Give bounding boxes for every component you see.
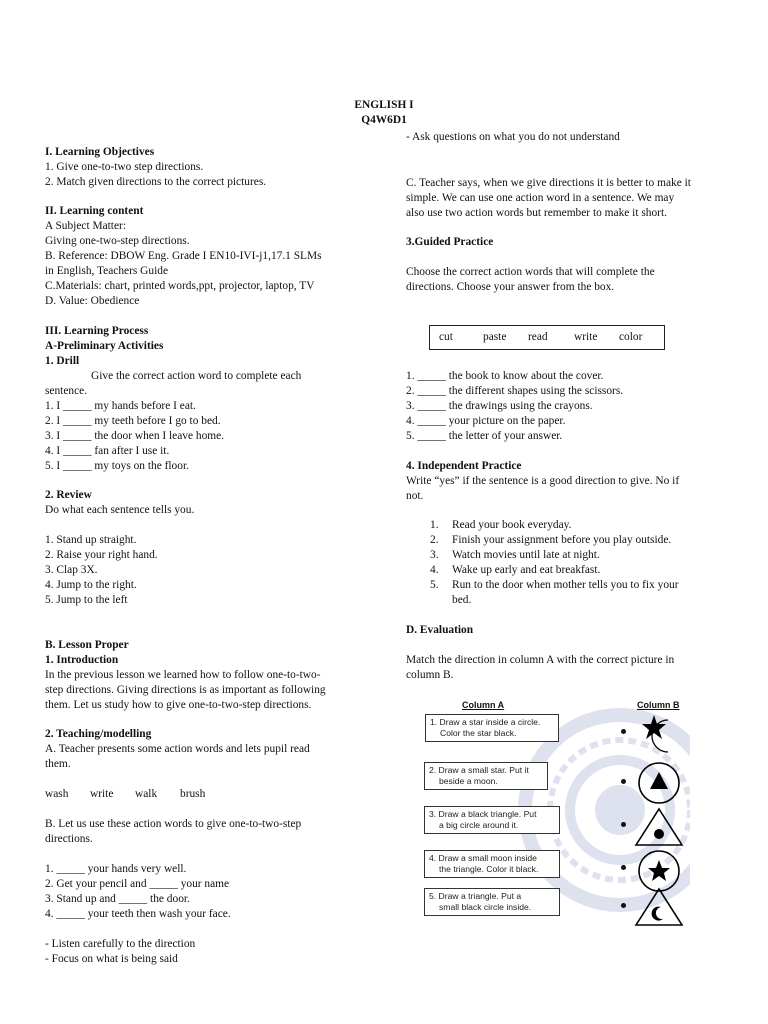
review-item: 3. Clap 3X. [45, 564, 98, 576]
column-a-text: 3. Draw a black triangle. Put [429, 809, 537, 819]
part-c-line: also use two action words but remember to make it short. [406, 207, 667, 219]
word-box [429, 325, 665, 350]
column-b-label: Column B [637, 700, 680, 710]
column-a-text: small black circle inside. [439, 902, 532, 912]
column-a-text: the triangle. Color it black. [439, 864, 539, 874]
process-heading: III. Learning Process [45, 325, 149, 337]
evaluation-line: column B. [406, 669, 454, 681]
content-line: C.Materials: chart, printed words,ppt, projector, laptop, TV [45, 280, 315, 292]
part-b-item: 4. _____ your teeth then wash your face. [45, 908, 231, 920]
tip-ask: - Ask questions on what you do not understand [406, 131, 620, 143]
independent-item: Read your book everyday. [452, 519, 572, 531]
preliminary-heading: A-Preliminary Activities [45, 340, 164, 352]
content-line: A Subject Matter: [45, 220, 126, 232]
content-heading: II. Learning content [45, 205, 144, 217]
independent-item: Wake up early and eat breakfast. [452, 564, 601, 576]
match-dot [621, 729, 626, 734]
teaching-line: A. Teacher presents some action words and lets pupil read [45, 743, 310, 755]
column-a-text: 4. Draw a small moon inside [429, 853, 537, 863]
evaluation-heading: D. Evaluation [406, 624, 474, 636]
intro-line: step directions. Giving directions is as important as following [45, 684, 326, 696]
independent-num: 5. [430, 579, 439, 591]
drill-item: 1. I _____ my hands before I eat. [45, 400, 196, 412]
independent-heading: 4. Independent Practice [406, 460, 522, 472]
independent-line: not. [406, 490, 424, 502]
independent-item: Finish your assignment before you play outside. [452, 534, 672, 546]
guided-item: 2. _____ the different shapes using the scissors. [406, 385, 624, 397]
box-word: color [619, 331, 643, 343]
column-a-item [425, 714, 559, 742]
tip-line: - Focus on what is being said [45, 953, 178, 965]
independent-item: Watch movies until late at night. [452, 549, 600, 561]
guided-line: Choose the correct action words that will complete the [406, 266, 655, 278]
column-a-text: 5. Draw a triangle. Put a [429, 891, 522, 901]
evaluation-line: Match the direction in column A with the correct picture in [406, 654, 675, 666]
review-heading: 2. Review [45, 489, 92, 501]
content-line: in English, Teachers Guide [45, 265, 168, 277]
intro-line: them. Let us study how to give one-to-two-step directions. [45, 699, 312, 711]
guided-line: directions. Choose your answer from the box. [406, 281, 615, 293]
intro-line: In the previous lesson we learned how to follow one-to-two- [45, 669, 321, 681]
review-item: 2. Raise your right hand. [45, 549, 158, 561]
circle-with-triangle-picture [636, 760, 682, 806]
box-word: paste [483, 331, 507, 343]
part-c-line: simple. We can use one action word in a sentence. We may [406, 192, 675, 204]
column-a-item [424, 888, 560, 916]
independent-item: Run to the door when mother tells you to fix your [452, 579, 679, 591]
guided-item: 4. _____ your picture on the paper. [406, 415, 566, 427]
column-a-text: Color the star black. [440, 728, 517, 738]
column-a-item [424, 762, 548, 790]
independent-item-cont: bed. [452, 594, 472, 606]
action-word: wash [45, 788, 69, 800]
drill-item: 5. I _____ my toys on the floor. [45, 460, 189, 472]
triangle-with-circle-picture [633, 806, 685, 848]
column-a-text: a big circle around it. [439, 820, 519, 830]
independent-num: 4. [430, 564, 439, 576]
guided-heading: 3.Guided Practice [406, 236, 494, 248]
box-word: write [574, 331, 598, 343]
drill-item: 3. I _____ the door when I leave home. [45, 430, 225, 442]
content-line: D. Value: Obedience [45, 295, 140, 307]
tip-line: - Listen carefully to the direction [45, 938, 196, 950]
lesson-proper-heading: B. Lesson Proper [45, 639, 129, 651]
objectives-heading: I. Learning Objectives [45, 146, 155, 158]
lesson-code: Q4W6D1 [361, 114, 407, 126]
drill-intro-cont: sentence. [45, 385, 88, 397]
action-word: brush [180, 788, 206, 800]
part-b-line: B. Let us use these action words to give one-to-two-step [45, 818, 302, 830]
drill-heading: 1. Drill [45, 355, 80, 367]
independent-num: 3. [430, 549, 439, 561]
drill-item: 4. I _____ fan after I use it. [45, 445, 170, 457]
teaching-heading: 2. Teaching/modelling [45, 728, 152, 740]
review-item: 1. Stand up straight. [45, 534, 137, 546]
match-dot [621, 822, 626, 827]
content-line: B. Reference: DBOW Eng. Grade I EN10-IVI-j1,17.1 SLMs [45, 250, 322, 262]
document-title: ENGLISH I [354, 99, 414, 111]
objective-item: 1. Give one-to-two step directions. [45, 161, 204, 173]
drill-item: 2. I _____ my teeth before I go to bed. [45, 415, 221, 427]
action-word: write [90, 788, 114, 800]
action-word: walk [135, 788, 158, 800]
box-word: read [528, 331, 548, 343]
review-item: 4. Jump to the right. [45, 579, 137, 591]
box-word: cut [439, 331, 453, 343]
guided-item: 1. _____ the book to know about the cover. [406, 370, 604, 382]
column-a-label: Column A [462, 700, 505, 710]
content-line: Giving one-two-step directions. [45, 235, 190, 247]
independent-num: 1. [430, 519, 439, 531]
guided-item: 3. _____ the drawings using the crayons. [406, 400, 593, 412]
independent-num: 2. [430, 534, 439, 546]
review-item: 5. Jump to the left [45, 594, 128, 606]
guided-item: 5. _____ the letter of your answer. [406, 430, 563, 442]
match-dot [621, 903, 626, 908]
column-a-item [424, 850, 560, 878]
part-b-item: 3. Stand up and _____ the door. [45, 893, 190, 905]
objective-item: 2. Match given directions to the correct pictures. [45, 176, 267, 188]
column-a-item [424, 806, 560, 834]
introduction-heading: 1. Introduction [45, 654, 119, 666]
review-intro: Do what each sentence tells you. [45, 504, 195, 516]
match-dot [621, 865, 626, 870]
star-beside-moon-picture [636, 712, 682, 756]
match-dot [621, 779, 626, 784]
independent-line: Write “yes” if the sentence is a good direction to give. No if [406, 475, 680, 487]
part-b-item: 2. Get your pencil and _____ your name [45, 878, 230, 890]
teaching-line: them. [45, 758, 71, 770]
part-c-line: C. Teacher says, when we give directions it is better to make it [406, 177, 691, 189]
drill-intro: Give the correct action word to complete each [91, 370, 302, 382]
triangle-with-moon-picture [633, 886, 685, 928]
column-a-text: 1. Draw a star inside a circle. [430, 717, 541, 727]
column-a-text: 2. Draw a small star. Put it [429, 765, 529, 775]
column-a-text: beside a moon. [439, 776, 498, 786]
part-b-item: 1. _____ your hands very well. [45, 863, 187, 875]
part-b-line: directions. [45, 833, 93, 845]
